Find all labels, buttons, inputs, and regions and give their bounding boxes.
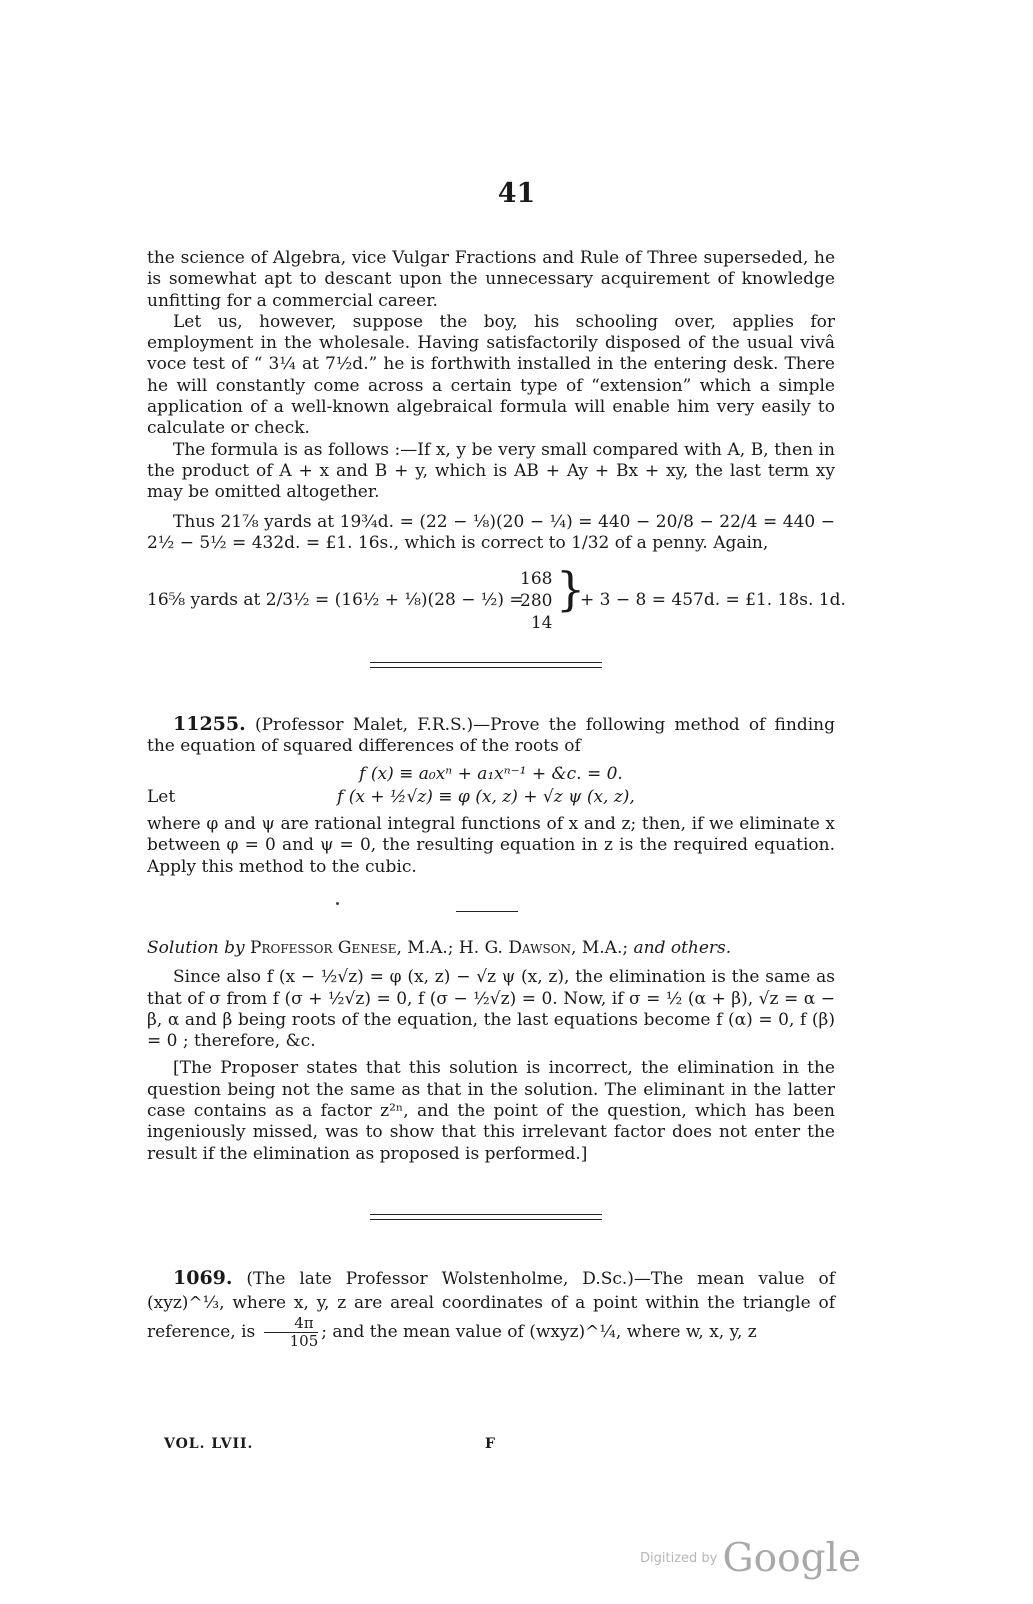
solution-others: and others. — [633, 938, 732, 958]
question-number: 11255. — [173, 713, 246, 735]
paragraph: Let us, however, suppose the boy, his schooling over, applies for employment in the wholesale. Having satisfactorily disposed of the usual vivâ voce test of “ 3¼ at 7½d.” he is forthwith installed in the entering desk. There he will constantly come across a certain type of “extension” which a simple application of a well-known algebraical formula will enable him very easily to calculate or check. — [147, 311, 835, 439]
equation-f-shift: f (x + ½√z) ≡ φ (x, z) + √z ψ (x, z), — [337, 786, 635, 807]
paragraph: Thus 21⅞ yards at 19¾d. = (22 − ⅛)(20 − ¼) = 440 − 20/8 − 22/4 = 440 − 2½ − 5½ = 432d. = £1. 16s., which is correct to 1/32 of a penny. Again, — [147, 511, 835, 553]
question-author: (The late Professor Wolstenholme, D.Sc.) — [246, 1269, 634, 1289]
section-rule — [370, 1219, 602, 1220]
section-rule — [370, 1214, 602, 1215]
digitized-watermark — [640, 1536, 861, 1581]
extension-equation-left: 16⅝ yards at 2/3½ = (16½ + ⅛)(28 − ½) = — [147, 590, 524, 610]
solution-paragraph: Since also f (x − ½√z) = φ (x, z) − √z ψ (x, z), the elimination is the same as that of σ from f (σ + ½√z) = 0, f (σ − ½√z) = 0. Now, if σ = ½ (α + β), √z = α − β, α and β being roots of the equation, the last equations become f (α) = 0, f (β) = 0 ; therefore, &c. — [147, 967, 835, 1052]
paragraph: The formula is as follows :—If x, y be very small compared with A, B, then in the product of A + x and B + y, which is AB + Ay + Bx + xy, the last term xy may be omitted altogether. — [147, 439, 835, 503]
question-1069 — [147, 1266, 835, 1350]
fraction-numerator: 4π — [264, 1315, 319, 1333]
proposer-note: [The Proposer states that this solution is incorrect, the elimination in the question being not the same as that in the solution. The eliminant in the latter case contains as a factor z²ⁿ, and the point of the question, which has been ingeniously missed, was to show that this irrelevant factor does not enter the result if the elimination as proposed is performed.] — [147, 1058, 835, 1164]
stack-value: 168 — [520, 569, 553, 589]
section-rule — [370, 662, 602, 663]
extension-equation-stack — [520, 568, 552, 634]
question-text-continued: where φ and ψ are rational integral functions of x and z; then, if we eliminate x between φ = 0 and ψ = 0, the resulting equation in z is the required equation. Apply this method to the cubic. — [147, 814, 835, 877]
question-number: 1069. — [173, 1267, 233, 1289]
question-text: —The mean value of (xyz)^⅓, where x, y, z are areal coordinates of a point within the triangle of reference, is — [147, 1269, 835, 1342]
fraction-denominator: 105 — [289, 1332, 319, 1350]
extension-equation-right: + 3 − 8 = 457d. = £1. 18s. 1d. — [580, 590, 846, 610]
question-text-continued: ; and the mean value of (wxyz)^¼, where w, x, y, z — [321, 1322, 757, 1342]
right-brace: } — [556, 562, 586, 616]
stack-value: 14 — [530, 613, 553, 633]
watermark-logo: Google — [722, 1536, 862, 1581]
watermark-caption: Digitized by — [640, 1551, 718, 1566]
solution-11255 — [147, 938, 835, 1165]
solution-authors: Professor Genese, M.A.; H. G. Dawson, M.A.; — [250, 938, 629, 958]
volume-label: VOL. LVII. — [164, 1436, 254, 1452]
signature-mark: F — [485, 1436, 496, 1452]
fraction — [264, 1315, 319, 1350]
question-11255 — [147, 714, 835, 878]
page-number: 41 — [497, 178, 536, 209]
short-rule — [456, 911, 518, 912]
let-label: Let — [147, 786, 176, 807]
intro-passage — [147, 248, 835, 554]
paragraph: the science of Algebra, vice Vulgar Fractions and Rule of Three superseded, he is somewhat apt to descant upon the unnecessary acquirement of knowledge unfitting for a commercial career. — [147, 248, 835, 311]
question-author: (Professor Malet, F.R.S.) — [254, 715, 474, 735]
speck — [336, 902, 339, 905]
question-text: —Prove the following method of finding the equation of squared differences of the roots of — [147, 715, 835, 757]
equation-f-of-x: f (x) ≡ a₀xⁿ + a₁xⁿ⁻¹ + &c. = 0. — [359, 763, 623, 784]
solution-label: Solution by — [147, 938, 245, 958]
section-rule — [370, 667, 602, 668]
stack-value: 280 — [520, 591, 553, 611]
